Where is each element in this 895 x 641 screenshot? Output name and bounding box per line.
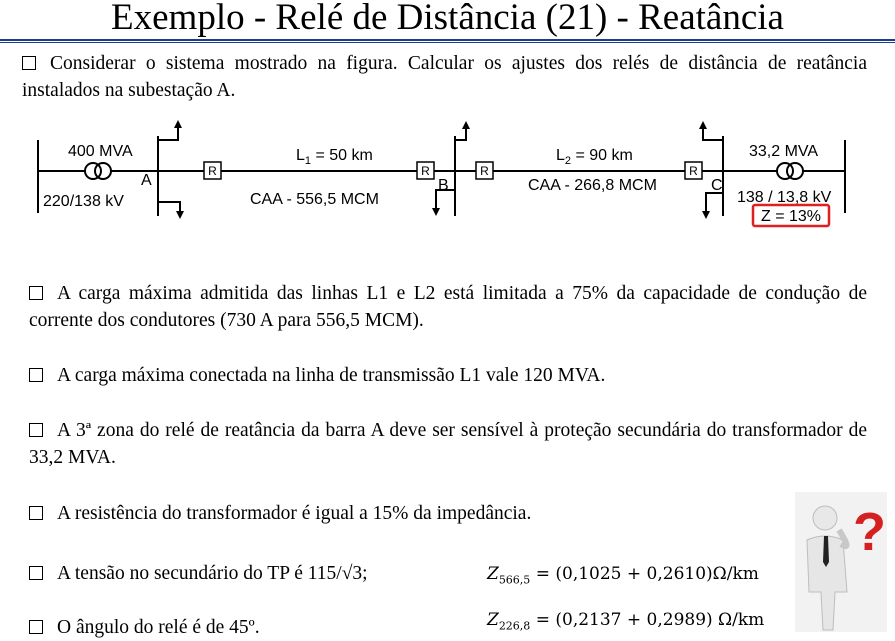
checkbox-bullet-icon: [29, 368, 43, 382]
relay-label: R: [421, 164, 430, 178]
t2-impedance: Z = 13%: [761, 208, 822, 225]
equation-z566: $Z_{566,5} = (0,1025 + 0,2610)\Omega/km$: [487, 564, 759, 587]
bus-c-label: C: [711, 177, 723, 194]
bullet-item: A carga máxima admitida das linhas L1 e L2 está limitada a 75% da capacidade de condução de corrente dos condutores (730 A para 556,5 MCM).: [29, 283, 867, 331]
page-title: Exemplo - Relé de Distância (21) - Reatância: [111, 0, 784, 38]
question-mark-icon: ?: [853, 502, 886, 562]
checkbox-bullet-icon: [22, 56, 36, 70]
bullet-item: A tensão no secundário do TP é 115/√3;: [29, 560, 469, 587]
relay-label: R: [480, 164, 489, 178]
checkbox-bullet-icon: [29, 286, 43, 300]
line-l1-length: $L_1 = 50$ km: [296, 147, 373, 167]
line-l1-conductor: CAA - 556,5 MCM: [250, 191, 379, 208]
checkbox-bullet-icon: [29, 423, 43, 437]
bus-b-label: B: [438, 177, 449, 194]
bullet-item: A resistência do transformador é igual a 15% da impedância.: [29, 500, 789, 527]
relay-label: R: [689, 164, 698, 178]
thinking-person-question-icon: [795, 492, 887, 632]
line-l2-length: $L_2 = 90$ km: [556, 147, 633, 167]
t1-rating: 400 MVA: [68, 143, 133, 160]
relay-label: R: [208, 164, 217, 178]
intro-paragraph: [22, 50, 867, 104]
title-divider-thin: [0, 42, 895, 43]
intro-text: Considerar o sistema mostrado na figura. Calcular os ajustes dos relés de distância de reatância instalados na subestação A.: [22, 53, 867, 101]
single-line-diagram: [28, 118, 858, 228]
bullet-item: A 3ª zona do relé de reatância da barra A deve ser sensível à proteção secundária do transformador de 33,2 MVA.: [29, 420, 867, 468]
checkbox-bullet-icon: [29, 566, 43, 580]
t2-rating: 33,2 MVA: [749, 143, 819, 160]
t2-voltage: 138 / 13,8 kV: [737, 189, 832, 206]
bus-a-label: A: [141, 172, 152, 189]
t1-voltage: 220/138 kV: [43, 193, 124, 210]
checkbox-bullet-icon: [29, 506, 43, 520]
title-divider: [0, 39, 895, 41]
bullet-item: O ângulo do relé é de 45º.: [29, 614, 469, 641]
line-l2-conductor: CAA - 266,8 MCM: [528, 177, 657, 194]
bullet-item: A carga máxima conectada na linha de transmissão L1 vale 120 MVA.: [29, 362, 867, 389]
equation-z226: $Z_{226,8} = (0,2137 + 0,2989)$ Ω/km: [487, 610, 765, 633]
checkbox-bullet-icon: [29, 620, 43, 634]
